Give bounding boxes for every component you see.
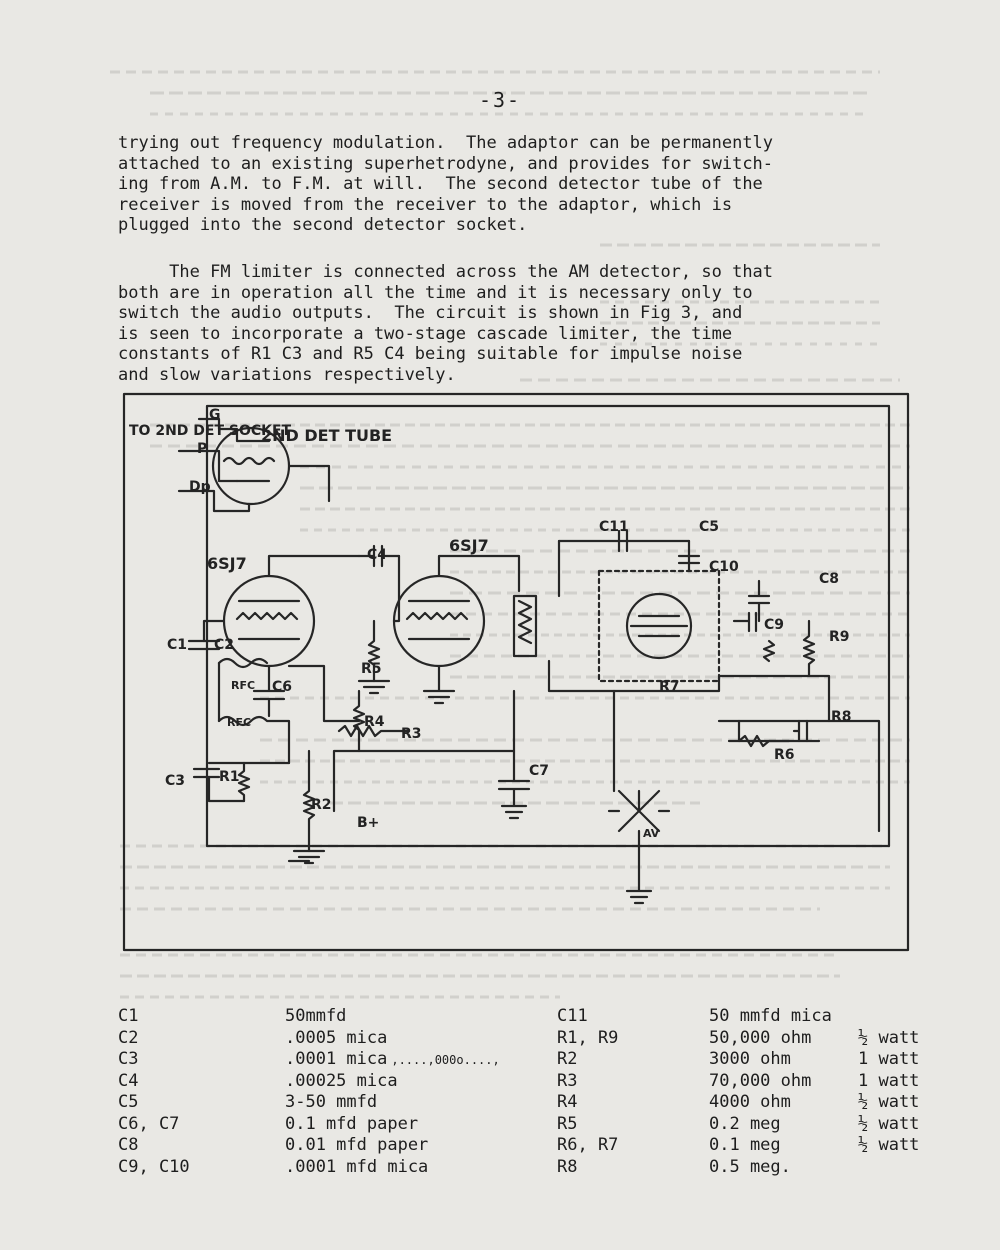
tube2-label: 6SJ7: [449, 536, 489, 555]
part-ref: C3: [118, 1049, 139, 1069]
text-line: switch the audio outputs. The circuit is shown in Fig 3, and: [118, 303, 743, 323]
parts-list-capacitors: [118, 1006, 500, 1178]
part-row: [557, 1028, 832, 1050]
watt-cell: ½ watt: [858, 1092, 920, 1112]
watt-cell: [858, 1006, 919, 1028]
part-ref: C4: [118, 1070, 139, 1091]
tube1-label: 6SJ7: [207, 554, 247, 573]
label-rfc1: RFC: [231, 679, 256, 692]
label-c5: C5: [699, 519, 720, 535]
tube1-plate-lead: [269, 556, 359, 576]
part-value: 0.01 mfd paper: [285, 1135, 429, 1155]
ground-tube2: [424, 666, 454, 703]
page-number: -3-: [478, 88, 522, 112]
part-ref: R3: [557, 1070, 578, 1091]
wattage-column: [858, 1006, 919, 1178]
text-line: receiver is moved from the receiver to the adaptor, which is: [118, 194, 733, 215]
part-value: 50 mmfd mica: [709, 1006, 832, 1026]
part-value: 0.2 meg: [709, 1113, 781, 1134]
part-ref: C8: [118, 1135, 139, 1155]
part-row: [118, 1135, 500, 1157]
label-r2: R2: [311, 797, 332, 813]
label-c2: C2: [214, 637, 235, 653]
label-c10: C10: [709, 559, 739, 575]
label-r8: R8: [831, 709, 852, 725]
watt-cell: ½ watt: [858, 1113, 920, 1134]
label-r1: R1: [219, 769, 240, 785]
part-ref: R1, R9: [557, 1027, 619, 1048]
det-tube-label: 2ND DET TUBE: [261, 426, 393, 445]
parts-list-resistors: [557, 1006, 832, 1178]
part-value: 0.1 meg: [709, 1135, 781, 1155]
label-r9: R9: [829, 629, 850, 645]
part-value: 4000 ohm: [709, 1092, 791, 1112]
circuit-schematic: [119, 391, 913, 954]
primary-winding: [519, 601, 531, 643]
ground-r5: [359, 681, 389, 693]
part-value: .0001 mica: [285, 1049, 388, 1069]
circuit-diagram-fig3: [119, 391, 913, 954]
part-ref: C6, C7: [118, 1113, 180, 1134]
part-ref: C5: [118, 1092, 139, 1112]
part-ref: R2: [557, 1049, 578, 1069]
part-row: [557, 1135, 832, 1157]
part-value: .0005 mica: [285, 1027, 388, 1048]
text-line: attached to an existing superhetrodyne, and provides for switch-: [118, 153, 774, 174]
part-ref: R6, R7: [557, 1135, 619, 1155]
part-value: 3-50 mmfd: [285, 1092, 378, 1112]
part-ref: C1: [118, 1006, 139, 1026]
tube1-grid: [237, 613, 297, 619]
text-line: plugged into the second detector socket.: [118, 215, 528, 235]
part-row: [118, 1092, 500, 1114]
part-row: [118, 1006, 500, 1028]
paragraph-adaptor-description: [118, 133, 918, 236]
label-c11: C11: [599, 519, 629, 535]
part-ref: R5: [557, 1113, 578, 1134]
screen-wire: [289, 666, 359, 721]
r6-resistor: [764, 641, 774, 661]
tube1-envelope: [224, 576, 314, 666]
tube2-grid: [407, 613, 467, 619]
watt-cell: [858, 1157, 919, 1179]
tube2-plate-lead: [439, 556, 519, 591]
label-c7: C7: [529, 763, 550, 779]
label-r7: R7: [659, 679, 680, 695]
part-value: 50,000 ohm: [709, 1027, 812, 1048]
tube2-envelope: [394, 576, 484, 666]
paragraph-limiter-description: [118, 262, 918, 385]
text-line: and slow variations respectively.: [118, 364, 456, 385]
output-wire: [719, 676, 829, 721]
label-rfc2: RFC: [227, 716, 252, 729]
transformer-low-wire: [549, 661, 719, 691]
socket-label-1: TO 2ND DET SOCKET: [129, 423, 292, 439]
watt-cell: ½ watt: [858, 1135, 920, 1155]
part-row: [557, 1049, 832, 1071]
part-ref: R8: [557, 1156, 578, 1177]
part-value: 3000 ohm: [709, 1049, 791, 1069]
label-av: AV: [643, 827, 660, 840]
text-line: The FM limiter is connected across the AM detector, so that: [118, 262, 774, 282]
r1-resistor: [239, 763, 249, 801]
c7-capacitor: [499, 751, 529, 818]
text-line: constants of R1 C3 and R5 C4 being suitable for impulse noise: [118, 344, 743, 364]
label-dp: Dp: [189, 479, 211, 495]
part-value: .0001 mfd mica: [285, 1156, 429, 1177]
c9-capacitor: [734, 613, 756, 631]
ground-switch: [627, 831, 651, 903]
part-row: [118, 1114, 500, 1136]
part-value: 70,000 ohm: [709, 1070, 812, 1091]
part-ref: R4: [557, 1092, 578, 1112]
part-row: [557, 1114, 832, 1136]
label-r3: R3: [401, 726, 422, 742]
text-line: trying out frequency modulation. The adaptor can be permanently: [118, 133, 774, 153]
part-value: .00025 mica: [285, 1070, 398, 1091]
part-ref: C2: [118, 1027, 139, 1048]
label-r4: R4: [364, 714, 385, 730]
label-c6: C6: [272, 679, 293, 695]
r9-resistor: [804, 621, 814, 676]
part-ref: C11: [557, 1006, 588, 1026]
label-c3: C3: [165, 773, 186, 789]
bplus-wire: [334, 741, 359, 811]
watt-cell: ½ watt: [858, 1027, 920, 1048]
label-bplus: B+: [357, 815, 380, 831]
c8-capacitor: [749, 581, 769, 621]
det-heater: [224, 458, 274, 464]
label-c9: C9: [764, 617, 785, 633]
part-value: 0.5 meg.: [709, 1156, 791, 1177]
diagram-frame: [124, 394, 908, 950]
r8-resistor: [739, 721, 789, 746]
label-c1: C1: [167, 637, 188, 653]
label-r5: R5: [361, 661, 382, 677]
part-ref: C9, C10: [118, 1156, 190, 1177]
det-wire-c: [289, 466, 329, 501]
part-row: [557, 1157, 832, 1179]
part-row: [557, 1092, 832, 1114]
part-row: [118, 1157, 500, 1179]
part-row: [118, 1049, 500, 1071]
label-c8: C8: [819, 571, 840, 587]
part-row: [118, 1028, 500, 1050]
label-r6: R6: [774, 747, 795, 763]
stray-marks: ,....,000o....,: [391, 1053, 500, 1067]
discriminator-elements: [631, 616, 687, 636]
watt-cell: 1 watt: [858, 1070, 920, 1091]
text-line: is seen to incorporate a two-stage cascade limiter, the time: [118, 323, 733, 344]
part-row: [557, 1071, 832, 1093]
label-g: G: [209, 407, 221, 423]
part-value: 50mmfd: [285, 1006, 347, 1026]
part-row: [118, 1071, 500, 1093]
part-row: [557, 1006, 832, 1028]
text-line: ing from A.M. to F.M. at will. The second detector tube of the: [118, 174, 763, 194]
c-network: [794, 721, 807, 741]
label-p: P: [197, 441, 208, 457]
watt-cell: 1 watt: [858, 1049, 920, 1069]
text-line: both are in operation all the time and it is necessary only to: [118, 282, 753, 303]
label-c4: C4: [367, 547, 388, 563]
part-value: 0.1 mfd paper: [285, 1113, 419, 1134]
